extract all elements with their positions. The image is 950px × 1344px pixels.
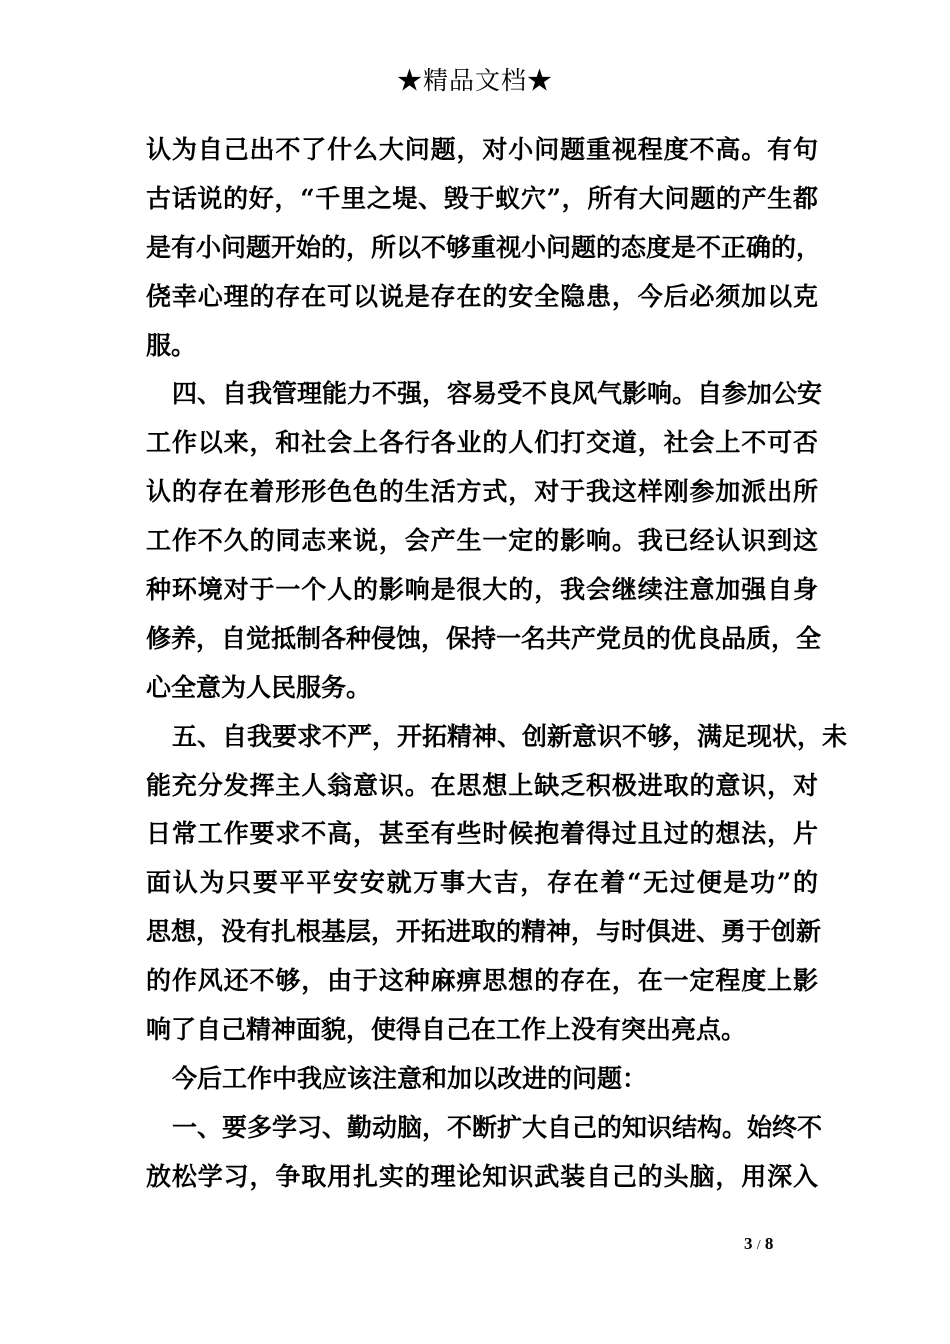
text-line: 种环境对于一个人的影响是很大的，我会继续注意加强自身 — [146, 575, 818, 605]
text-line: 侥幸心理的存在可以说是存在的安全隐患，今后必须加以克 — [146, 281, 818, 311]
page-number — [744, 1232, 773, 1258]
paragraph — [146, 1104, 823, 1202]
paragraph — [146, 713, 848, 1055]
current-page: 3 — [744, 1234, 753, 1253]
text-line: 是有小问题开始的，所以不够重视小问题的态度是不正确的， — [146, 232, 822, 262]
text-line: 的作风还不够，由于这种麻痹思想的存在，在一定程度上影 — [146, 966, 818, 996]
total-pages: 8 — [764, 1234, 774, 1253]
text-line: 修养，自觉抵制各种侵蚀，保持一名共产党员的优良品质，全 — [146, 623, 822, 653]
text-line: 五、自我要求不严，开拓精神、创新意识不够，满足现状，未 — [172, 721, 848, 751]
text-line: 古话说的好，“千里之堤、毁于蚁穴”，所有大问题的产生都 — [146, 183, 818, 213]
text-line: 工作不久的同志来说，会产生一定的影响。我已经认识到这 — [146, 526, 818, 556]
text-line: 思想，没有扎根基层，开拓进取的精神，与时俱进、勇于创新 — [146, 917, 822, 947]
text-line: 响了自己精神面貌，使得自己在工作上没有突出亮点。 — [146, 1015, 747, 1045]
text-line: 面认为只要平平安安就万事大吉，存在着“无过便是功”的 — [146, 868, 818, 898]
page-separator: / — [756, 1238, 761, 1253]
text-line: 认的存在着形形色色的生活方式，对于我这样刚参加派出所 — [146, 477, 818, 507]
header-title: ★精品文档★ — [396, 66, 553, 95]
paragraph — [146, 1055, 818, 1104]
text-line: 放松学习，争取用扎实的理论知识武装自己的头脑，用深入 — [146, 1161, 818, 1191]
text-line: 心全意为人民服务。 — [146, 672, 372, 702]
document-body — [146, 126, 848, 1202]
text-line: 日常工作要求不高，甚至有些时候抱着得过且过的想法，片 — [146, 819, 818, 849]
page-header — [0, 64, 950, 98]
text-line: 认为自己出不了什么大问题，对小问题重视程度不高。有句 — [146, 135, 818, 164]
text-line: 工作以来，和社会上各行各业的人们打交道，社会上不可否 — [146, 428, 818, 458]
text-line: 一、要多学习、勤动脑，不断扩大自己的知识结构。始终不 — [172, 1112, 823, 1142]
text-line: 四、自我管理能力不强，容易受不良风气影响。自参加公安 — [172, 379, 823, 409]
paragraph — [146, 370, 823, 712]
text-line: 能充分发挥主人翁意识。在思想上缺乏积极进取的意识，对 — [146, 770, 818, 800]
text-line: 今后工作中我应该注意和加以改进的问题： — [172, 1063, 648, 1093]
text-line: 服。 — [146, 330, 197, 360]
paragraph — [146, 126, 822, 370]
